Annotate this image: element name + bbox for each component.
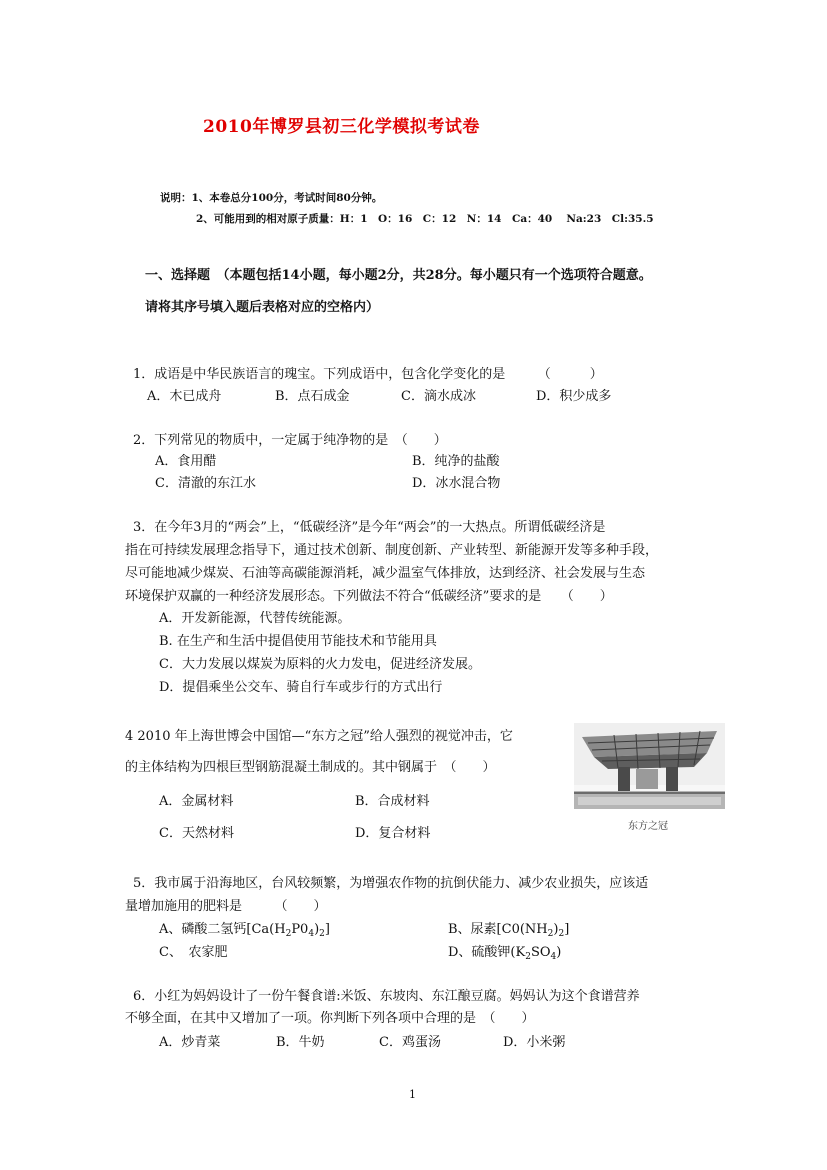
china-pavilion-image: [574, 723, 725, 809]
question-4-stem-line-2: 的主体结构为四根巨型钢筋混凝土制成的。其中钢属于 （ ）: [125, 760, 496, 775]
section-heading: 一、选择题 （本题包括14小题，每小题2分，共28分。每小题只有一个选项符合题意。: [145, 268, 652, 283]
question-5-option-a: A、磷酸二氢钙$[Ca(H_2P0_4)_2]$: [159, 922, 330, 939]
question-3-stem-line-1: 3．在今年3月的“两会”上，“低碳经济”是今年“两会”的一大热点。所谓低碳经济是: [133, 520, 606, 535]
figure-caption: 东方之冠: [628, 821, 668, 832]
question-2-option-b: B．纯净的盐酸: [412, 454, 500, 469]
question-4-option-a: A．金属材料: [159, 794, 234, 809]
question-3-option-a: A．开发新能源，代替传统能源。: [159, 611, 351, 626]
question-3-option-b: B. 在生产和生活中提倡使用节能技术和节能用具: [159, 634, 437, 649]
question-6-option-b: B．牛奶: [276, 1035, 325, 1050]
question-2-option-a: A．食用醋: [155, 454, 217, 469]
page-number: 1: [409, 1088, 416, 1101]
question-3-stem-line-2: 指在可持续发展理念指导下，通过技术创新、制度创新、产业转型、新能源开发等多种手段，: [125, 543, 659, 558]
question-2-stem: 2．下列常见的物质中，一定属于纯净物的是 （ ）: [133, 433, 447, 448]
question-6-stem-line-2: 不够全面，在其中又增加了一项。你判断下列各项中合理的是 （ ）: [125, 1011, 535, 1026]
question-1-option-d: D．积少成多: [536, 389, 612, 404]
question-4-option-b: B．合成材料: [355, 794, 430, 809]
question-6-stem-line-1: 6．小红为妈妈设计了一份午餐食谱:米饭、东坡肉、东江酿豆腐。妈妈认为这个食谱营养: [133, 989, 640, 1004]
question-3-stem-line-4: 环境保护双赢的一种经济发展形态。下列做法不符合“低碳经济”要求的是 （ ）: [125, 589, 613, 604]
question-3-option-c: C．大力发展以煤炭为原料的火力发电，促进经济发展。: [159, 657, 481, 672]
question-1-stem: 1．成语是中华民族语言的瑰宝。下列成语中，包含化学变化的是 （ ）: [133, 367, 603, 382]
question-1-option-a: A．木已成舟: [147, 389, 222, 404]
exam-note-line-1: 说明：1、本卷总分100分，考试时间80分钟。: [160, 192, 383, 204]
question-6-option-d: D．小米粥: [503, 1035, 566, 1050]
exam-note-line-2: 2、可能用到的相对原子质量：H：1 O：16 C：12 N：14 Ca：40 Na:23 Cl:35.5: [196, 213, 654, 225]
page-title: 2010年博罗县初三化学模拟考试卷: [203, 117, 480, 137]
question-5-stem-line-2: 量增加施用的肥料是 （ ）: [125, 899, 327, 914]
question-2-option-c: C．清澈的东江水: [155, 476, 256, 491]
question-1-option-b: B．点石成金: [275, 389, 350, 404]
question-5-option-d: D、硫酸钾$(K_2SO_4)$: [448, 945, 562, 962]
question-5-option-b: B、尿素$[C0(NH_2)_2]$: [448, 922, 570, 939]
question-2-option-d: D．冰水混合物: [412, 476, 501, 491]
question-4-option-c: C．天然材料: [159, 826, 234, 841]
question-3-option-d: D．提倡乘坐公交车、骑自行车或步行的方式出行: [159, 680, 443, 695]
question-6-option-c: C．鸡蛋汤: [379, 1035, 441, 1050]
question-1-option-c: C．滴水成冰: [401, 389, 476, 404]
question-4-stem-line-1: 4 2010 年上海世博会中国馆—“东方之冠”给人强烈的视觉冲击，它: [125, 729, 513, 744]
question-4-option-d: D．复合材料: [355, 826, 431, 841]
question-5-option-c: C、 农家肥: [159, 945, 228, 960]
question-3-stem-line-3: 尽可能地减少煤炭、石油等高碳能源消耗，减少温室气体排放，达到经济、社会发展与生态: [125, 566, 646, 581]
question-5-stem-line-1: 5．我市属于沿海地区，台风较频繁，为增强农作物的抗倒伏能力、减少农业损失，应该适: [133, 876, 649, 891]
question-6-option-a: A．炒青菜: [159, 1035, 221, 1050]
section-heading-line-2: 请将其序号填入题后表格对应的空格内）: [145, 300, 380, 315]
